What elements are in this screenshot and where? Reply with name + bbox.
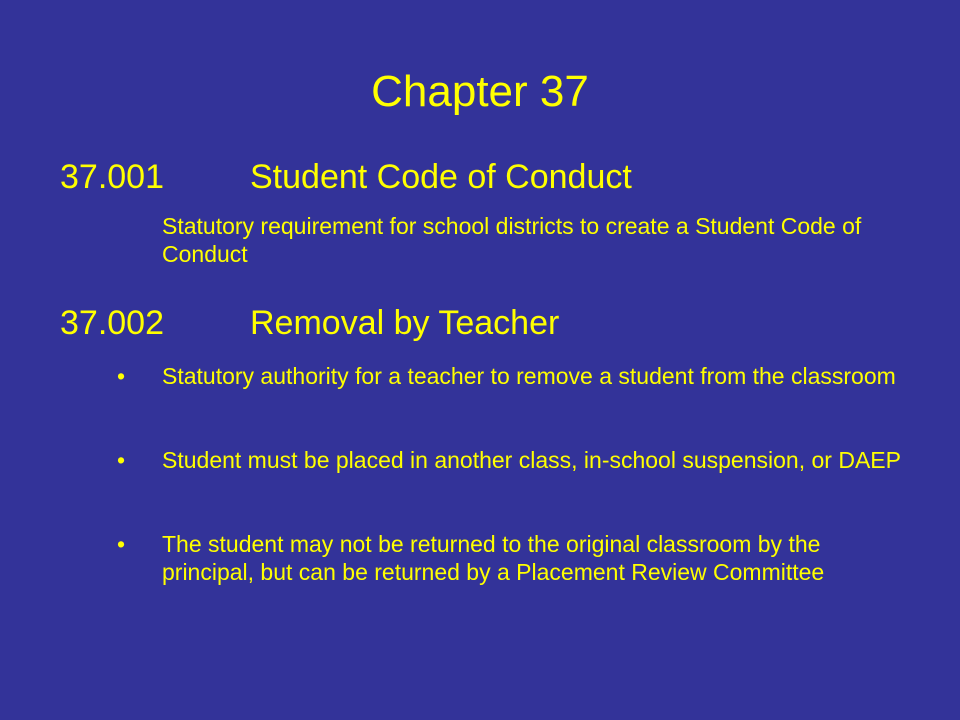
section-description: Statutory requirement for school districts to create a Student Code of Conduct <box>162 213 862 267</box>
bullet-marker: • <box>117 447 126 473</box>
bullet-marker: • <box>117 363 126 389</box>
section-heading-37-002 <box>60 302 559 344</box>
section-title: Removal by Teacher <box>250 304 560 342</box>
bullet-marker: • <box>117 531 126 557</box>
bullet-item: Statutory authority for a teacher to remove a student from the classroom <box>162 363 896 389</box>
section-heading-37-001 <box>60 156 632 198</box>
slide-title: Chapter 37 <box>371 67 589 116</box>
bullet-item: The student may not be returned to the original classroom by the principal, but can be returned by a Placement Review Committee <box>162 531 825 585</box>
bullet-item: Student must be placed in another class, in-school suspension, or DAEP <box>162 447 901 473</box>
section-title: Student Code of Conduct <box>250 158 632 196</box>
section-number: 37.001 <box>60 158 164 196</box>
section-number: 37.002 <box>60 304 164 342</box>
